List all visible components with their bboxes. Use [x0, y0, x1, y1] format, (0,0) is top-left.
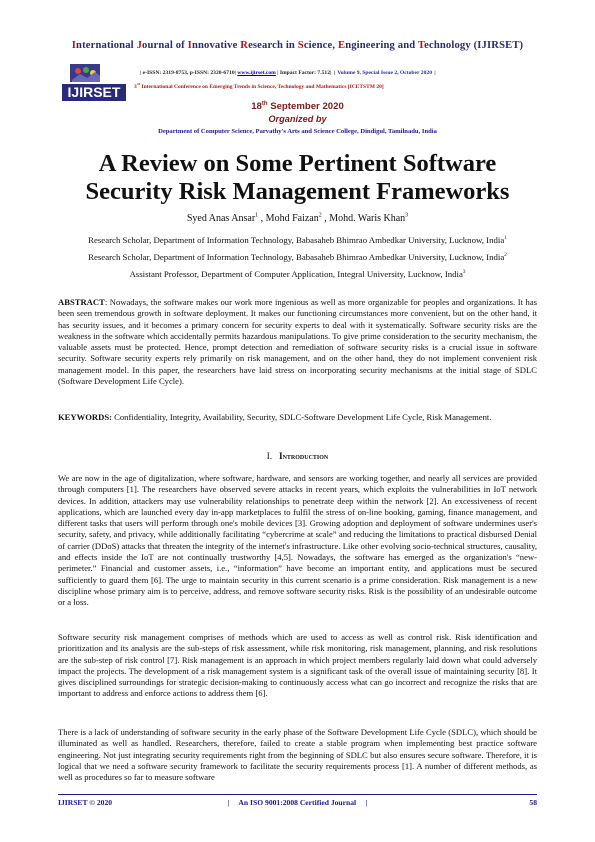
date-rest: September 2020 — [267, 101, 344, 112]
journal-title-word: ngineering and — [345, 40, 418, 51]
paper-title — [0, 150, 595, 206]
website-link[interactable]: www.ijirset.com — [237, 70, 276, 76]
volume-info: Volume 9, Special Issue 2, October 2020 — [337, 70, 432, 76]
journal-title-initial: I — [71, 40, 77, 51]
affiliation-3 — [0, 269, 595, 279]
journal-title-initial: E — [337, 40, 346, 51]
affiliation-sup: 2 — [504, 252, 507, 259]
paper-title-line-2: Security Risk Management Frameworks — [85, 178, 510, 205]
footer-divider — [58, 794, 537, 795]
page-number: 58 — [529, 798, 537, 807]
journal-title — [0, 40, 595, 51]
journal-abbrev: (IJIRSET) — [473, 40, 524, 51]
issn-text: | e-ISSN: 2319-8753, p-ISSN: 2320-6710| — [140, 70, 236, 76]
conference-line — [134, 84, 595, 90]
journal-title-word: cience, — [303, 40, 338, 51]
intro-paragraph-2: Software security risk management comprises of methods which are used to access as well as control risk. Risk identification and prioritization and its analysis are the sub-steps of risk assessment, while risk monitoring, risk management, planning, and risk resolutions are the sub-step of risk control [7]. Risk management is an approach in which project members regularly laid down what could adversely impact the projects. The development of a risk management system is a significant task of the overall issue of maintaining security [8]. It gives disciplined surroundings for strategic decision-making to continuously access what can go incorrect and recognize the risks that are important to address and enforce actions to address them [6]. — [58, 632, 537, 699]
organized-by: Organized by — [268, 114, 327, 124]
impact-factor: | Impact Factor: 7.512| — [277, 70, 332, 76]
journal-title-word: nternational — [76, 40, 137, 51]
section-number: I. — [266, 451, 273, 461]
author-sup: 2 — [318, 212, 322, 219]
journal-title-initial: S — [297, 40, 304, 51]
affiliation-text: Research Scholar, Department of Information Technology, Babasaheb Bhimrao Ambedkar University, Lucknow, India — [88, 235, 505, 245]
conference-date — [0, 101, 595, 112]
journal-title-word: echnology — [424, 40, 474, 51]
author-name: Mohd Faizan — [265, 213, 319, 224]
authors: Syed Anas Ansar$^1$ , Mohd Faizan$^2$ , Mohd. Waris Khan$^3$ — [186, 212, 409, 224]
page-footer — [58, 798, 537, 810]
issn-line: | e-ISSN: 2319-8753, p-ISSN: 2320-6710| www.ijirset.com | Impact Factor: 7.512| | Volume 9, Special Issue 2, October 2020 | — [140, 70, 436, 76]
author-name: Syed Anas Ansar — [186, 213, 256, 224]
abstract — [58, 297, 537, 387]
conference-ordinal: 3 — [134, 84, 137, 90]
logo-text: IJIRSET — [67, 84, 121, 100]
footer-copyright: IJIRSET © 2020 — [58, 798, 113, 807]
date-day: 18 — [251, 101, 262, 112]
affiliation-sup: 1 — [504, 235, 507, 242]
author-sup: 1 — [255, 212, 259, 219]
journal-title-initial: I — [187, 40, 192, 51]
abstract-label: ABSTRACT — [58, 297, 105, 307]
affiliation-text: Research Scholar, Department of Information Technology, Babasaheb Bhimrao Ambedkar University, Lucknow, India — [88, 252, 505, 262]
section-title: Introduction — [279, 451, 329, 461]
keywords-text: Confidentiality, Integrity, Availability, Security, SDLC-Software Development Life Cycle, Risk Management. — [111, 412, 492, 422]
affiliation-2 — [0, 252, 595, 262]
journal-title-word: esearch in — [248, 40, 298, 51]
organizing-department: Department of Computer Science, Parvathy's Arts and Science College, Dindigul, Tamilnadu, India — [158, 128, 437, 135]
author-name: Mohd. Waris Khan — [329, 213, 406, 224]
keywords — [58, 412, 537, 423]
intro-paragraph-3: There is a lack of understanding of software security in the early phase of the Software Development Life Cycle (SDLC), which should be illuminated as well as handled. Researchers, therefore, failed to create a stable program when implementing best practice software engineering. Not just integrating security requirements right from the beginning of SDLC but also ensures secure software. Therefore, it is logical that we need a software security framework to facilitate the security requirements process [1]. A number of different methods, as well as procedures so far to measure software — [58, 727, 537, 783]
journal-logo — [62, 63, 126, 101]
journal-title-initial: T — [417, 40, 425, 51]
paper-title-line-1: A Review on Some Pertinent Software — [98, 150, 497, 177]
section-heading — [0, 451, 595, 461]
journal-title-initial: R — [240, 40, 249, 51]
conference-name: International Conference on Emerging Trends in Science, Technology and Mathematics [ICETSTM 20] — [140, 84, 384, 90]
abstract-text: : Nowadays, the software makes our work more ingenious as well as more organizable for peoples and organizations. It has been seen tremendous growth in software deployment. It makes our functioning circumstances more convenient, but on the other hand, it has security issues, and it becomes a primary concern for security experts to deal with it systematically. Software security risks are the weakness in the software which accidentally permits hazardous manipulations. To give prime consideration to the security mechanism, the valuable assets must be protected. Hence, prompt detection and remediation of software security risks is a crucial issue in software security. Software security experts rely primarily on risk management, and on the other hand, they do not implement convenient risk management model. In this paper, the researchers have laid stress on incorporating security mechanisms at the initial stage of SDLC (Software Development Life Cycle). — [58, 297, 537, 387]
footer-certification: | An ISO 9001:2008 Certified Journal | — [227, 798, 368, 807]
journal-title-word: nnovative — [191, 40, 241, 51]
intro-paragraph-1: We are now in the age of digitalization, where software, hardware, and sensors are working together, and nearly all services are provided through computers [1]. The researchers have observed severe attacks in recent years, which exploits the vulnerabilities in IoT network devices. In addition, attackers may use vulnerability relationships to penetrate deep within the network [2]. An excessiveness of recent applications, which are launched every day in-app marketplaces to fulfil the stress of on-line booking, gaming, finance management, and different tasks that users will perform through one's mobile devices [3]. Growing adoption and deployment of software undermines user's security, safety, and privacy, while additionally facilitating “cybercrime at scale” and reducing the limitations to practical disbursed Denial of carrier (DDoS) attacks that threaten the integrity of the internet's infrastructure. Like other evolving socio-technical structures, causality, and effects inside the IoT are not continually trustworthy [4,5]. Nowadays, the software has emerged as the organization's “new-perimeter.” Financial and customer assets, i.e., “information” have become an important entity, and applications must be secured sufficiently to guard them [6]. The urge to maintain security in this current scenario is a prime consideration. Risk management is a new discipline whose primary aim is to perceive, address, and remove software security risks. Risk is the possibility of an undesirable outcome or a loss. — [58, 473, 537, 608]
affiliation-sup: 3 — [462, 269, 466, 276]
journal-title-word: ournal of — [142, 40, 188, 51]
author-sup: 3 — [405, 212, 409, 219]
journal-title-initial: J — [136, 40, 143, 51]
date-sup: th — [261, 100, 268, 107]
affiliation-text: Assistant Professor, Department of Computer Application, Integral University, Lucknow, India — [129, 269, 463, 279]
keywords-label: KEYWORDS: — [58, 412, 112, 422]
affiliation-1 — [0, 235, 595, 245]
conference-ordinal-sup: rd — [136, 82, 141, 87]
